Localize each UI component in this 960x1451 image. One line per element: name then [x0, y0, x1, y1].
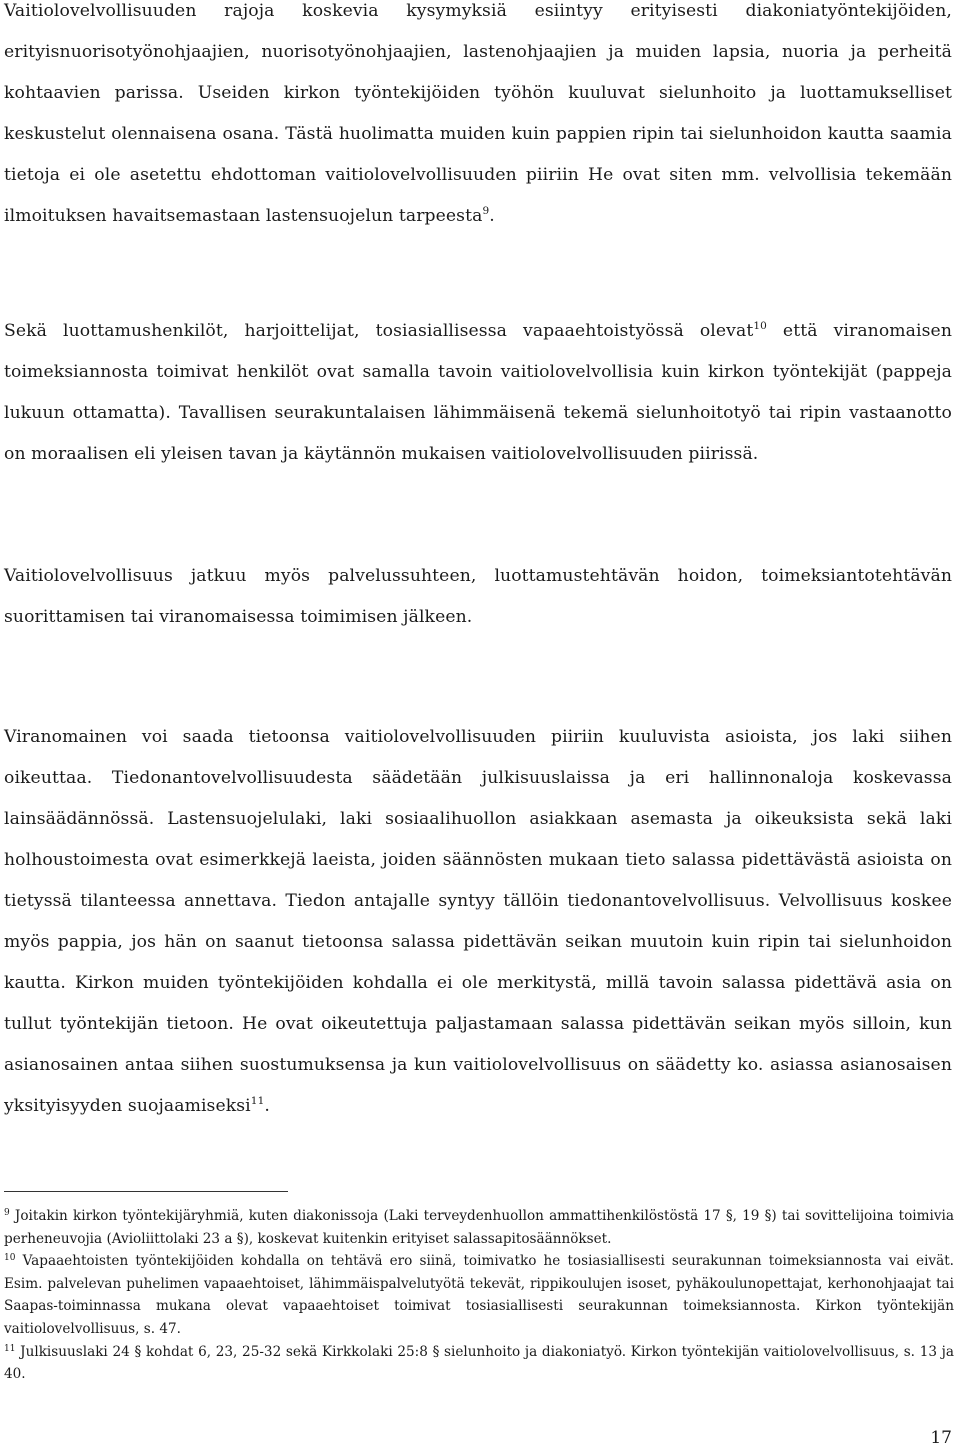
paragraph-duration	[4, 556, 952, 638]
paragraph-text: Vaitiolovelvollisuus jatkuu myös palvelussuhteen, luottamustehtävän hoidon, toimeksiantotehtävän suorittamisen tai viranomaisessa toimimisen jälkeen.	[4, 566, 952, 627]
footnote-text: Joitakin kirkon työntekijäryhmiä, kuten diakonissoja (Laki terveydenhuollon ammattihenkilöstöstä 17 §, 19 §) tai sovittelijoina toimivia perheneuvojia (Avioliittolaki 23 a §), koskevat kuitenkin erityiset salassapitosäännökset.	[4, 1208, 954, 1247]
footnote-number: 10	[4, 1253, 16, 1264]
footnote-11	[4, 1341, 954, 1386]
footnote-9	[4, 1205, 954, 1250]
footnote-number: 11	[4, 1343, 16, 1354]
paragraph-text: Viranomainen voi saada tietoonsa vaitiolovelvollisuuden piiriin kuuluvista asioista, jos laki siihen oikeuttaa. Tiedonantovelvollisuudesta säädetään julkisuuslaissa ja eri hallinnonaloja koskevassa lainsäädännössä. Lastensuojelulaki, laki sosiaalihuollon asiakkaan asemasta ja oikeuksista sekä laki holhoustoimesta ovat esimerkkejä laeista, joiden säännösten mukaan tieto salassa pidettävästä asioista on tietyssä tilanteessa annettava. Tiedon antajalle syntyy tällöin tiedonantovelvollisuus. Velvollisuus koskee myös pappia, jos hän on saanut tietoonsa salassa pidettävän seikan muutoin kuin ripin tai sielunhoidon kautta. Kirkon muiden työntekijöiden kohdalla ei ole merkitystä, millä tavoin salassa pidettävä asia on tullut työntekijän tietoon. He ovat oikeutettuja paljastamaan salassa pidettävän seikan myös silloin, kun asianosainen antaa siihen suostumuksensa ja kun vaitiolovelvollisuus on säädetty ko. asiassa asianosaisen yksityisyyden suojaamiseksi	[4, 727, 952, 1116]
paragraph-disclosure-duty	[4, 717, 952, 1127]
footnote-ref[interactable]: 10	[753, 320, 767, 332]
paragraph-text: Vaitiolovelvollisuuden rajoja koskevia kysymyksiä esiintyy erityisesti diakoniatyöntekijöiden, erityisnuorisotyönohjaajien, nuorisotyönohjaajien, lastenohjaajien ja muiden lapsia, nuoria ja perheitä kohtaavien parissa. Useiden kirkon työntekijöiden työhön kuuluvat sielunhoito ja luottamukselliset keskustelut olennaisena osana. Tästä huolimatta muiden kuin pappien ripin tai sielunhoidon kautta saamia tietoja ei ole asetettu ehdottoman vaitiolovelvollisuuden piiriin He ovat siten mm. velvollisia tekemään ilmoituksen havaitsemastaan lastensuojelun tarpeesta	[4, 1, 952, 226]
paragraph-tail: .	[264, 1096, 270, 1116]
footnote-ref[interactable]: 9	[482, 205, 490, 217]
paragraph-confidentiality-limits	[4, 0, 952, 237]
paragraph-text: Sekä luottamushenkilöt, harjoittelijat, tosiasiallisessa vapaaehtoistyössä olevat	[4, 321, 754, 341]
footnotes	[4, 1205, 954, 1386]
paragraph-tail: .	[489, 206, 495, 226]
footnote-number: 9	[4, 1208, 10, 1218]
footnote-text: Vapaaehtoisten työntekijöiden kohdalla on tehtävä ero siinä, toimivatko he tosiasiallisesti seurakunnan toimeksiannosta vai eivät. Esim. palvelevan puhelimen vapaaehtoiset, lähimmäispalvelutyötä tekevät, rippikoulujen isoset, pyhäkoulunopettajat, kerhonohjaajat tai Saapas-toiminnassa mukana olevat vapaaehtoiset toimivat tosiasiallisesti seurakunnan toimeksiannosta. Kirkon työntekijän vaitiolovelvollisuus, s. 47.	[4, 1253, 954, 1337]
footnote-ref[interactable]: 11	[250, 1095, 265, 1107]
page-number: 17	[930, 1428, 952, 1448]
footnote-10	[4, 1250, 954, 1340]
footnote-text: Julkisuuslaki 24 § kohdat 6, 23, 25-32 sekä Kirkkolaki 25:8 § sielunhoito ja diakoniatyö. Kirkon työntekijän vaitiolovelvollisuus, s. 13 ja 40.	[4, 1343, 954, 1383]
footnote-divider	[4, 1191, 288, 1192]
paragraph-trustees	[4, 311, 952, 475]
paragraph-tail: että viranomaisen toimeksiannosta toimivat henkilöt ovat samalla tavoin vaitiolovelvollisia kuin kirkon työntekijät (pappeja lukuun ottamatta). Tavallisen seurakuntalaisen lähimmäisenä tekemä sielunhoitotyö tai ripin vastaanotto on moraalisen eli yleisen tavan ja käytännön mukaisen vaitiolovelvollisuuden piirissä.	[4, 321, 952, 464]
